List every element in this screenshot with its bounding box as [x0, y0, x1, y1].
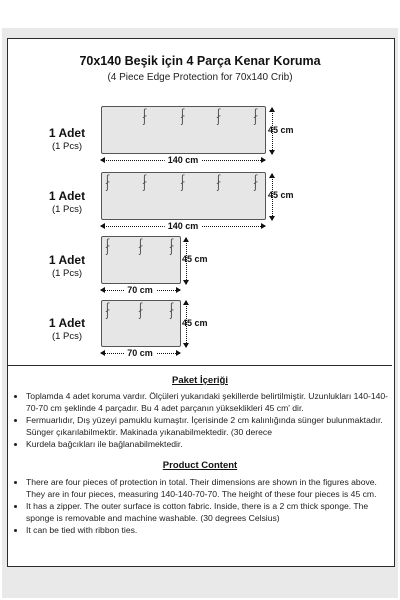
piece-3-height-label: 45 cm: [182, 254, 208, 264]
piece-2-width-label: 140 cm: [165, 221, 202, 231]
tie-icon: [106, 240, 112, 254]
piece-1-height-label: 45 cm: [268, 125, 294, 135]
piece-1-panel: [101, 106, 266, 154]
piece-1-quantity: [32, 126, 102, 152]
piece-3-qty-en-label: (1 Pcs): [51, 268, 83, 279]
piece-2-quantity: [32, 189, 102, 215]
tie-icon: [181, 176, 187, 190]
list-item: • Toplamda 4 adet koruma vardır. Ölçüleri yukarıdaki şekillerde belirtilmiştir. Uzunlukları 140-140-70-70 cm şeklinde 4 parçadır. Bu 4 adet parçanın yükseklikleri 45 cm' dir.: [26, 391, 398, 414]
tie-icon: [217, 176, 223, 190]
list-item: • Fermuarlıdır, Dış yüzeyi pamuklu kumaştır. İçerisinde 2 cm kalınlığında sünger bulunmaktadır. Sünger çıkarılabilmektir. Makinada yıkanabilmektedir. (30 derece: [26, 415, 398, 438]
tie-icon: [170, 240, 176, 254]
piece-3-quantity: [32, 253, 102, 279]
tie-icon: [254, 176, 260, 190]
piece-4-qty-en-label: (1 Pcs): [51, 331, 83, 342]
piece-3-width-label: 70 cm: [124, 285, 156, 295]
piece-3-qty-label: 1 Adet: [48, 253, 86, 267]
list-item: • It can be tied with ribbon ties.: [26, 525, 398, 537]
piece-4-height-label: 45 cm: [182, 318, 208, 328]
piece-4-qty-label: 1 Adet: [48, 316, 86, 330]
content-list-en: [14, 477, 398, 538]
tie-icon: [106, 176, 112, 190]
piece-1-width-label: 140 cm: [165, 155, 202, 165]
tie-icon: [139, 304, 145, 318]
tie-icon: [143, 110, 149, 124]
tie-icon: [106, 304, 112, 318]
piece-4-panel: [101, 300, 181, 347]
tie-icon: [139, 240, 145, 254]
list-item: • There are four pieces of protection in total. Their dimensions are shown in the figures above. They are in four pieces, measuring 140-140-70-70. The height of these four pieces is 45 cm.: [26, 477, 398, 500]
piece-2-qty-label: 1 Adet: [48, 189, 86, 203]
page-title: 70x140 Beşik için 4 Parça Kenar Koruma: [79, 54, 321, 68]
piece-1-qty-label: 1 Adet: [48, 126, 86, 140]
piece-4-width-label: 70 cm: [124, 348, 156, 358]
content-heading-tr: Paket İçeriği: [172, 375, 228, 386]
piece-4-quantity: [32, 316, 102, 342]
content-list-tr: [14, 391, 398, 452]
piece-2-height-label: 45 cm: [268, 190, 294, 200]
tie-icon: [254, 110, 260, 124]
page-subtitle: (4 Piece Edge Protection for 70x140 Crib): [107, 72, 293, 83]
piece-2-panel: [101, 172, 266, 220]
tie-icon: [217, 110, 223, 124]
section-divider: [8, 365, 392, 366]
content-heading-en: Product Content: [162, 460, 238, 471]
piece-2-qty-en-label: (1 Pcs): [51, 204, 83, 215]
piece-1-qty-en-label: (1 Pcs): [51, 141, 83, 152]
list-item: • Kurdela bağcıkları ile bağlanabilmektedir.: [26, 439, 398, 451]
list-item: • It has a zipper. The outer surface is cotton fabric. Inside, there is a 2 cm thick sponge. The sponge is removable and machine washable. (30 degrees Celsius): [26, 501, 398, 524]
tie-icon: [181, 110, 187, 124]
piece-3-panel: [101, 236, 181, 284]
tie-icon: [143, 176, 149, 190]
tie-icon: [170, 304, 176, 318]
